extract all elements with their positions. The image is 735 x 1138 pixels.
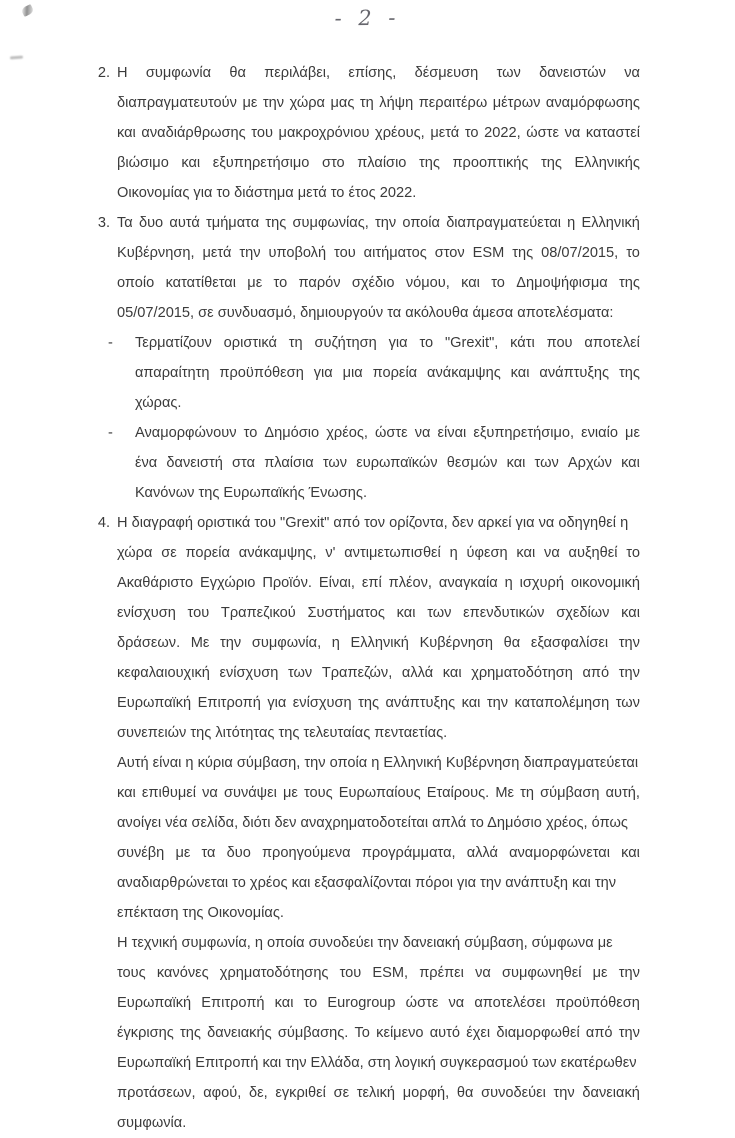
word: της [180, 1025, 201, 1041]
word: δανειστή [166, 455, 223, 471]
text-line [117, 88, 640, 118]
word: η [449, 545, 458, 561]
word: την [486, 695, 509, 711]
word: Ελληνικής [574, 155, 640, 171]
word: οποία [402, 215, 440, 231]
word: ενίσχυση [219, 665, 279, 681]
text-line [117, 628, 640, 658]
word: εγκριθεί [275, 1085, 326, 1101]
word: των [496, 65, 521, 81]
word: των [322, 455, 348, 471]
word: το [626, 245, 640, 261]
word: διαμορφωθεί [496, 1025, 580, 1041]
word: κανόνες [156, 965, 209, 981]
word: αυτό [429, 1025, 461, 1041]
word: με [625, 425, 640, 441]
word: και [621, 845, 640, 861]
word: των [427, 605, 452, 621]
word: αποτελεί [584, 335, 640, 351]
word: αναγκαία [438, 575, 498, 591]
list-marker: 2. [97, 65, 110, 81]
word: να [544, 545, 560, 561]
word: και [117, 125, 136, 141]
word: της [358, 695, 379, 711]
word: εξυπηρετήσιμο [212, 155, 310, 171]
word: Εγχώριο [200, 575, 256, 591]
scan-artifact-icon [10, 56, 23, 60]
word: μακροχρόνιου [278, 125, 370, 141]
text-line [117, 658, 640, 688]
word: αναμόρφωσης [545, 95, 640, 111]
word: Τραπεζών, [321, 665, 393, 681]
word: 08/07/2015, [541, 245, 619, 261]
word: τελική [356, 1085, 395, 1101]
word: δυο [138, 215, 164, 231]
word: της [265, 215, 287, 231]
word: αυτή, [605, 785, 640, 801]
text-line [117, 148, 640, 178]
word: σύμβασης. [277, 1025, 349, 1041]
word: ένα [135, 455, 158, 471]
word: Προϊόν. [262, 575, 312, 591]
word: στο [321, 155, 345, 171]
text-line: Η διαγραφή οριστικά του "Grexit" από τον ορίζοντα, δεν αρκεί για να οδηγηθεί η [117, 515, 629, 531]
word: περιλάβει, [264, 65, 331, 81]
word: της [419, 155, 440, 171]
word: συμφωνηθεί [501, 965, 582, 981]
word: για [388, 335, 408, 351]
word: το [303, 995, 318, 1011]
text-line: Ευρωπαϊκή Επιτροπή και την Ελλάδα, στη λογική συγκερασμού των εκατέρωθεν [117, 1055, 637, 1071]
word: χρηματοδότησης [219, 965, 329, 981]
word: επίσης, [348, 65, 397, 81]
word: δανειακή [582, 1085, 640, 1101]
word: ανάπτυξης [539, 365, 610, 381]
word: για [313, 365, 333, 381]
word: Με [190, 635, 210, 651]
word: θεσμών [446, 455, 498, 471]
word: ώστε [374, 425, 408, 441]
word: αναδιάρθρωσης [141, 125, 246, 141]
word: ώστε [405, 995, 439, 1011]
word: υποβολή [268, 245, 327, 261]
word: έχει [466, 1025, 491, 1041]
list-marker: 3. [97, 215, 110, 231]
numbered-list-item [88, 208, 640, 328]
word: εξασφαλίσει [530, 635, 609, 651]
word: με [592, 965, 608, 981]
text-line [135, 358, 640, 388]
word: να [414, 425, 431, 441]
word: και [461, 695, 481, 711]
word: ενίσχυση [117, 605, 176, 621]
word: Eurogroup [327, 995, 396, 1011]
word: μέτρων [492, 95, 541, 111]
word: λήψη [379, 95, 414, 111]
text-line: ανοίγει νέα σελίδα, διότι δεν αναχρηματοδοτείται απλά το Δημόσιο χρέος, όπως [117, 815, 628, 831]
word: το [419, 335, 434, 351]
word: σε [333, 1085, 350, 1101]
word: προηγούμενα [261, 845, 351, 861]
word: την [618, 665, 640, 681]
word: νόμου, [405, 275, 450, 291]
word: Η [117, 65, 128, 81]
word: ενιαίο [581, 425, 618, 441]
text-line [117, 1018, 640, 1048]
word: την [553, 1085, 575, 1101]
text-line: επέκταση της Οικονομίας. [117, 905, 284, 921]
word: ώστε [526, 125, 559, 141]
word: η [567, 215, 576, 231]
text-line [135, 448, 640, 478]
word: διαπραγματεύεται [446, 215, 561, 231]
word: να [448, 995, 465, 1011]
word: την [239, 245, 261, 261]
word: και [516, 545, 536, 561]
dash-marker: - [108, 425, 113, 441]
continuation-paragraph [88, 928, 640, 1138]
word: δέσμευση [414, 65, 479, 81]
word: χώρα [289, 95, 325, 111]
text-line [135, 418, 640, 448]
word: ενίσχυση [292, 695, 352, 711]
word: παρόν [298, 275, 341, 291]
word: το [243, 425, 258, 441]
word: καταπολέμηση [514, 695, 610, 711]
word: Ευρωπαϊκή [117, 995, 192, 1011]
word: μετά [202, 245, 232, 261]
word: και [621, 605, 640, 621]
word: η [504, 575, 513, 591]
word: καταστεί [585, 125, 640, 141]
word: για [267, 695, 287, 711]
word: ESM, [372, 965, 409, 981]
word: που [546, 335, 573, 351]
word: αναμορφώνεται [509, 845, 610, 861]
word: κείμενο [376, 1025, 424, 1041]
word: αυξηθεί [568, 545, 618, 561]
word: είναι [437, 425, 467, 441]
word: τη [288, 335, 303, 351]
word: της [619, 275, 640, 291]
word: συμφωνία [145, 65, 212, 81]
word: "Grexit", [444, 335, 499, 351]
word: με [247, 275, 263, 291]
text-line: Οικονομίας για το διάστημα μετά το έτος 2022. [117, 185, 417, 201]
word: Ευρωπαίους [338, 785, 421, 801]
word: από [582, 665, 610, 681]
word: Αρχών [567, 455, 612, 471]
word: 2022, [484, 125, 521, 141]
word: των [287, 665, 313, 681]
word: οικονομική [570, 575, 640, 591]
word: δανειακής [207, 1025, 272, 1041]
word: την [220, 635, 242, 651]
word: Τερματίζουν [135, 335, 212, 351]
word: προγράμματα, [361, 845, 456, 861]
text-line: Αυτή είναι η κύρια σύμβαση, την οποία η Ελληνική Κυβέρνηση διαπραγματεύεται [117, 755, 639, 771]
word: αυτά [169, 215, 200, 231]
word: διαπραγματευτούν [117, 95, 237, 111]
text-line [117, 778, 640, 808]
word: επενδυτικών [463, 605, 545, 621]
word: του [251, 125, 273, 141]
word: συμφωνίας, [292, 215, 369, 231]
word: να [564, 125, 581, 141]
word: συνέβη [117, 845, 165, 861]
word: Συστήματος [307, 605, 385, 621]
word: χρηματοδότηση [471, 665, 573, 681]
word: κατατίθεται [165, 275, 236, 291]
word: την [618, 635, 640, 651]
word: Δημόσιο [264, 425, 320, 441]
word: της [512, 245, 534, 261]
text-line [117, 58, 640, 88]
text-line [117, 838, 640, 868]
word: Είναι, [318, 575, 355, 591]
word: Κυβέρνηση, [117, 245, 195, 261]
word: κεφαλαιουχική [117, 665, 210, 681]
word: ευρωπαϊκών [356, 455, 438, 471]
continuation-paragraph [88, 748, 640, 928]
word: σύμβαση [540, 785, 600, 801]
word: τη [359, 95, 374, 111]
dash-marker: - [108, 335, 113, 351]
word: των [534, 455, 559, 471]
word: δράσεων. [117, 635, 181, 651]
word: Επιτροπή [201, 995, 265, 1011]
word: μας [330, 95, 355, 111]
word: με [242, 95, 258, 111]
text-line: Κανόνων της Ευρωπαϊκής Ένωσης. [135, 485, 368, 501]
word: αλλά [401, 665, 434, 681]
word: μια [342, 365, 363, 381]
word: δυο [226, 845, 251, 861]
word: προοπτικής [452, 155, 529, 171]
word: απαραίτητη [135, 365, 210, 381]
dash-list-item [108, 328, 640, 418]
word: οποίο [117, 275, 155, 291]
word: πορεία [185, 545, 230, 561]
word: αλλά [466, 845, 498, 861]
word: πορεία [372, 365, 418, 381]
document-body [88, 58, 640, 1138]
numbered-list-item [88, 58, 640, 208]
text-line [117, 1078, 640, 1108]
text-line: συμφωνία. [117, 1115, 187, 1131]
text-line [135, 328, 640, 358]
word: και [461, 275, 480, 291]
word: Ελληνική [350, 635, 409, 651]
word: Τα [117, 215, 133, 231]
word: του [187, 605, 210, 621]
word: Ακαθάριστο [117, 575, 194, 591]
word: του [339, 965, 362, 981]
word: το [626, 545, 640, 561]
page-number: - 2 - [334, 5, 401, 31]
text-line [117, 268, 640, 298]
word: συμφωνία, [251, 635, 322, 651]
word: στον [434, 245, 465, 261]
word: ύφεση [466, 545, 508, 561]
word: χρέος, [326, 425, 368, 441]
word: τμήματα [206, 215, 260, 231]
word: και [621, 455, 640, 471]
word: την [262, 95, 285, 111]
word: εξυπηρετήσιμο, [473, 425, 575, 441]
text-line [117, 568, 640, 598]
word: ESM [472, 245, 505, 261]
word: ανάπτυξης [385, 695, 456, 711]
word: Το [354, 1025, 370, 1041]
list-marker: 4. [97, 515, 110, 531]
word: δε, [248, 1085, 268, 1101]
word: δανειστών [539, 65, 606, 81]
word: να [202, 785, 218, 801]
word: των [615, 695, 640, 711]
word: τη [520, 785, 535, 801]
text-line [117, 238, 640, 268]
word: ανάκαμψης, [238, 545, 317, 561]
word: χώρα [117, 545, 153, 561]
word: και [274, 995, 294, 1011]
text-line: 05/07/2015, σε συνδυασμό, δημιουργούν τα ακόλουθα άμεσα αποτελέσματα: [117, 305, 614, 321]
word: τους [117, 965, 146, 981]
word: μορφή, [402, 1085, 450, 1101]
word: επί [361, 575, 382, 591]
word: το [491, 275, 505, 291]
word: και [442, 665, 462, 681]
text-line [117, 118, 640, 148]
word: του [334, 245, 356, 261]
text-line: Η τεχνική συμφωνία, η οποία συνοδεύει την δανειακή σύμβαση, σύμφωνα με [117, 935, 613, 951]
word: Τραπεζικού [220, 605, 296, 621]
text-line: αναδιαρθρώνεται το χρέος και εξασφαλίζονται πόροι για την ανάπτυξη και την [117, 875, 617, 891]
word: Αναμορφώνουν [135, 425, 237, 441]
word: πρέπει [419, 965, 464, 981]
word: Ευρωπαϊκή [117, 695, 192, 711]
word: πλέον, [388, 575, 432, 591]
text-line [117, 688, 640, 718]
text-line: συνεπειών της λιτότητας της τελευταίας πενταετίας. [117, 725, 448, 741]
word: σε [161, 545, 177, 561]
word: και [117, 785, 136, 801]
word: Με [495, 785, 515, 801]
word: τους [303, 785, 333, 801]
word: και [396, 605, 416, 621]
word: η [331, 635, 340, 651]
word: την [618, 965, 640, 981]
word: και [506, 455, 526, 471]
dash-list-item [108, 418, 640, 508]
word: ισχυρή [519, 575, 564, 591]
word: να [475, 965, 491, 981]
word: από [585, 1025, 613, 1041]
text-line [117, 988, 640, 1018]
word: Εταίρους. [426, 785, 490, 801]
word: της [619, 365, 640, 381]
word: προϋπόθεση [555, 995, 640, 1011]
word: μετά [430, 125, 460, 141]
word: Κυβέρνηση [419, 635, 494, 651]
word: βιώσιμο [117, 155, 169, 171]
word: αφού, [203, 1085, 242, 1101]
word: και [181, 155, 201, 171]
word: Ελληνική [581, 215, 640, 231]
word: σχέδιο [351, 275, 395, 291]
word: προϋπόθεση [219, 365, 304, 381]
word: τα [201, 845, 216, 861]
word: την [618, 1025, 640, 1041]
word: στα [232, 455, 256, 471]
word: θα [456, 1085, 474, 1101]
word: χρέους, [375, 125, 425, 141]
word: αντιμετωπισθεί [344, 545, 441, 561]
word: την [375, 215, 397, 231]
word: Δημοψήφισμα [516, 275, 608, 291]
text-line [117, 538, 640, 568]
word: οριστικά [223, 335, 277, 351]
word: με [175, 845, 191, 861]
word: περαιτέρω [418, 95, 488, 111]
word: συζήτηση [314, 335, 377, 351]
word: συνοδεύει [481, 1085, 546, 1101]
word: αιτήματος [363, 245, 427, 261]
word: Επιτροπή [197, 695, 261, 711]
word: να [624, 65, 640, 81]
word: προτάσεων, [117, 1085, 196, 1101]
word: και [510, 365, 530, 381]
numbered-list-item [88, 508, 640, 748]
word: της [540, 155, 562, 171]
word: ν' [325, 545, 336, 561]
text-line [117, 208, 640, 238]
word: ανάκαμψης [427, 365, 501, 381]
text-line: χώρας. [135, 395, 182, 411]
word: το [273, 275, 288, 291]
text-line [117, 598, 640, 628]
word: με [282, 785, 298, 801]
word: το [464, 125, 479, 141]
word: έγκρισης [117, 1025, 174, 1041]
word: συνάψει [223, 785, 277, 801]
word: θα [503, 635, 521, 651]
word: κάτι [510, 335, 535, 351]
word: πλαίσια [264, 455, 314, 471]
word: θα [229, 65, 246, 81]
text-line [117, 958, 640, 988]
word: σχεδίων [556, 605, 610, 621]
word: αποτελέσει [474, 995, 546, 1011]
word: πλαίσιο [357, 155, 407, 171]
word: επιθυμεί [141, 785, 196, 801]
